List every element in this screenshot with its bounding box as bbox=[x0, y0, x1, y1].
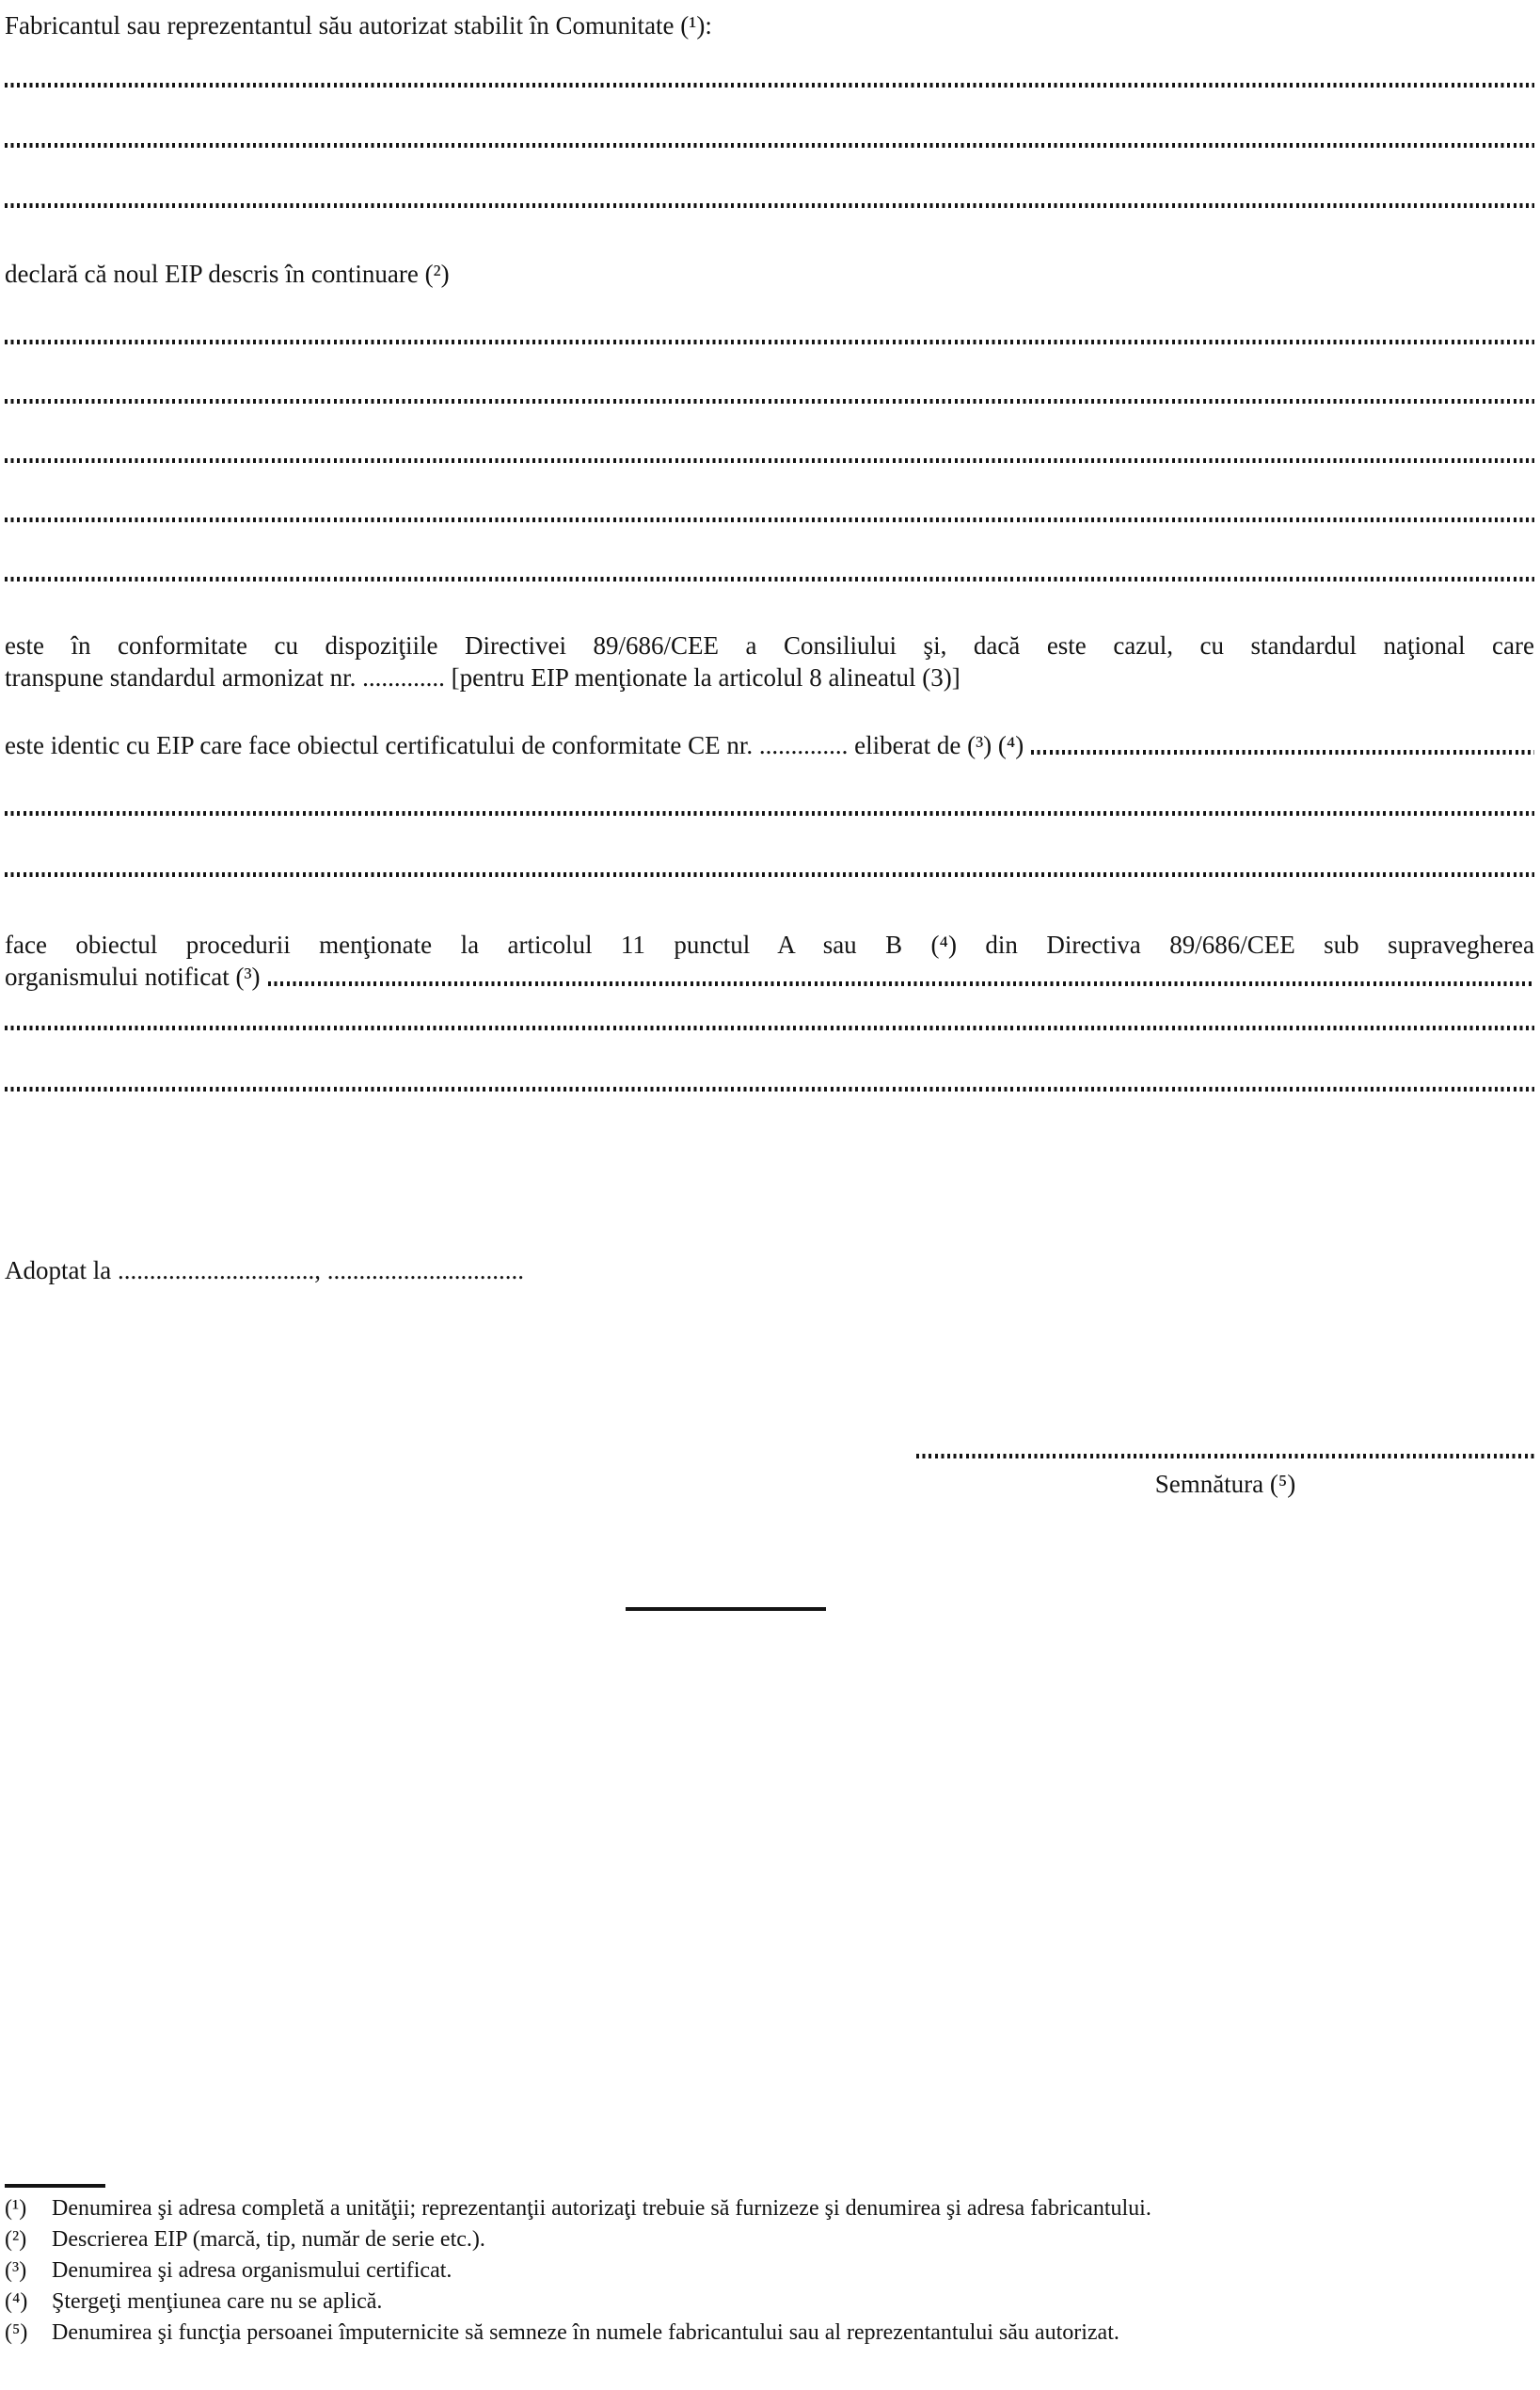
footnote-marker: (³) bbox=[5, 2258, 27, 2283]
fill-in-line bbox=[5, 340, 1534, 344]
footnote-item bbox=[5, 2255, 1534, 2286]
footnote-item bbox=[5, 2224, 1534, 2255]
footnote-text: Descrierea EIP (marcă, tip, număr de serie etc.). bbox=[52, 2227, 485, 2252]
fill-in-leader bbox=[1031, 750, 1534, 755]
identical-statement bbox=[5, 729, 1534, 761]
signature-label: Semnătura (⁵) bbox=[1154, 1470, 1296, 1498]
fill-in-line bbox=[5, 203, 1534, 208]
procedure-statement-line2 bbox=[5, 961, 1534, 993]
footnote-marker: (²) bbox=[5, 2227, 27, 2252]
fill-in-line bbox=[5, 143, 1534, 148]
footnote-marker: (⁴) bbox=[5, 2289, 28, 2314]
conformity-statement-line2: transpune standardul armonizat nr. ............. [pentru EIP menţionate la articolul 8 alineatul (3)] bbox=[5, 663, 961, 692]
footnote-text: Denumirea şi funcţia persoanei împuternicite să semneze în numele fabricantului sau al reprezentantului său autorizat. bbox=[52, 2320, 1119, 2345]
section-divider-rule bbox=[626, 1607, 826, 1611]
footnote-marker: (⁵) bbox=[5, 2320, 28, 2345]
footnote-item bbox=[5, 2318, 1534, 2349]
fill-in-leader bbox=[268, 981, 1534, 986]
footnote-item bbox=[5, 2193, 1534, 2224]
fill-in-line bbox=[5, 83, 1534, 88]
declares-heading: declară că noul EIP descris în continuare (²) bbox=[5, 260, 450, 288]
identical-statement-text: este identic cu EIP care face obiectul certificatului de conformitate CE nr. .............. eliberat de (³) (⁴) bbox=[5, 731, 1024, 759]
fill-in-line bbox=[5, 872, 1534, 877]
manufacturer-heading: Fabricantul sau reprezentantul său autorizat stabilit în Comunitate (¹): bbox=[5, 11, 712, 40]
adopted-at-line: Adoptat la ..............................., ............................... bbox=[5, 1256, 524, 1284]
conformity-statement-line1: este în conformitate cu dispoziţiile Directivei 89/686/CEE a Consiliului şi, dacă este cazul, cu standardul naţional care bbox=[5, 631, 1534, 660]
fill-in-line bbox=[5, 1087, 1534, 1091]
fill-in-line bbox=[5, 1026, 1534, 1030]
fill-in-line bbox=[5, 399, 1534, 404]
footnote-text: Denumirea şi adresa completă a unităţii; reprezentanţii autorizaţi trebuie să furnizeze şi denumirea şi adresa fabricantului. bbox=[52, 2196, 1151, 2221]
signature-block bbox=[916, 1454, 1534, 1500]
footnote-text: Denumirea şi adresa organismului certificat. bbox=[52, 2258, 452, 2283]
declaration-document-page bbox=[5, 9, 1534, 2390]
footnote-separator-rule bbox=[5, 2184, 105, 2188]
fill-in-line bbox=[5, 577, 1534, 582]
procedure-statement-line2-text: organismului notificat (³) bbox=[5, 963, 261, 991]
procedure-statement bbox=[5, 929, 1534, 993]
footnotes bbox=[5, 2193, 1534, 2349]
fill-in-line bbox=[5, 811, 1534, 816]
fill-in-line bbox=[5, 458, 1534, 463]
signature-fill-in-line bbox=[916, 1454, 1534, 1458]
procedure-statement-line1: face obiectul procedurii menţionate la articolul 11 punctul A sau B (⁴) din Directiva 89/686/CEE sub supravegherea bbox=[5, 931, 1534, 959]
conformity-statement bbox=[5, 629, 1534, 693]
footnote-marker: (¹) bbox=[5, 2196, 27, 2221]
fill-in-line bbox=[5, 518, 1534, 522]
footnote-text: Ştergeţi menţiunea care nu se aplică. bbox=[52, 2289, 383, 2314]
footnote-item bbox=[5, 2286, 1534, 2318]
